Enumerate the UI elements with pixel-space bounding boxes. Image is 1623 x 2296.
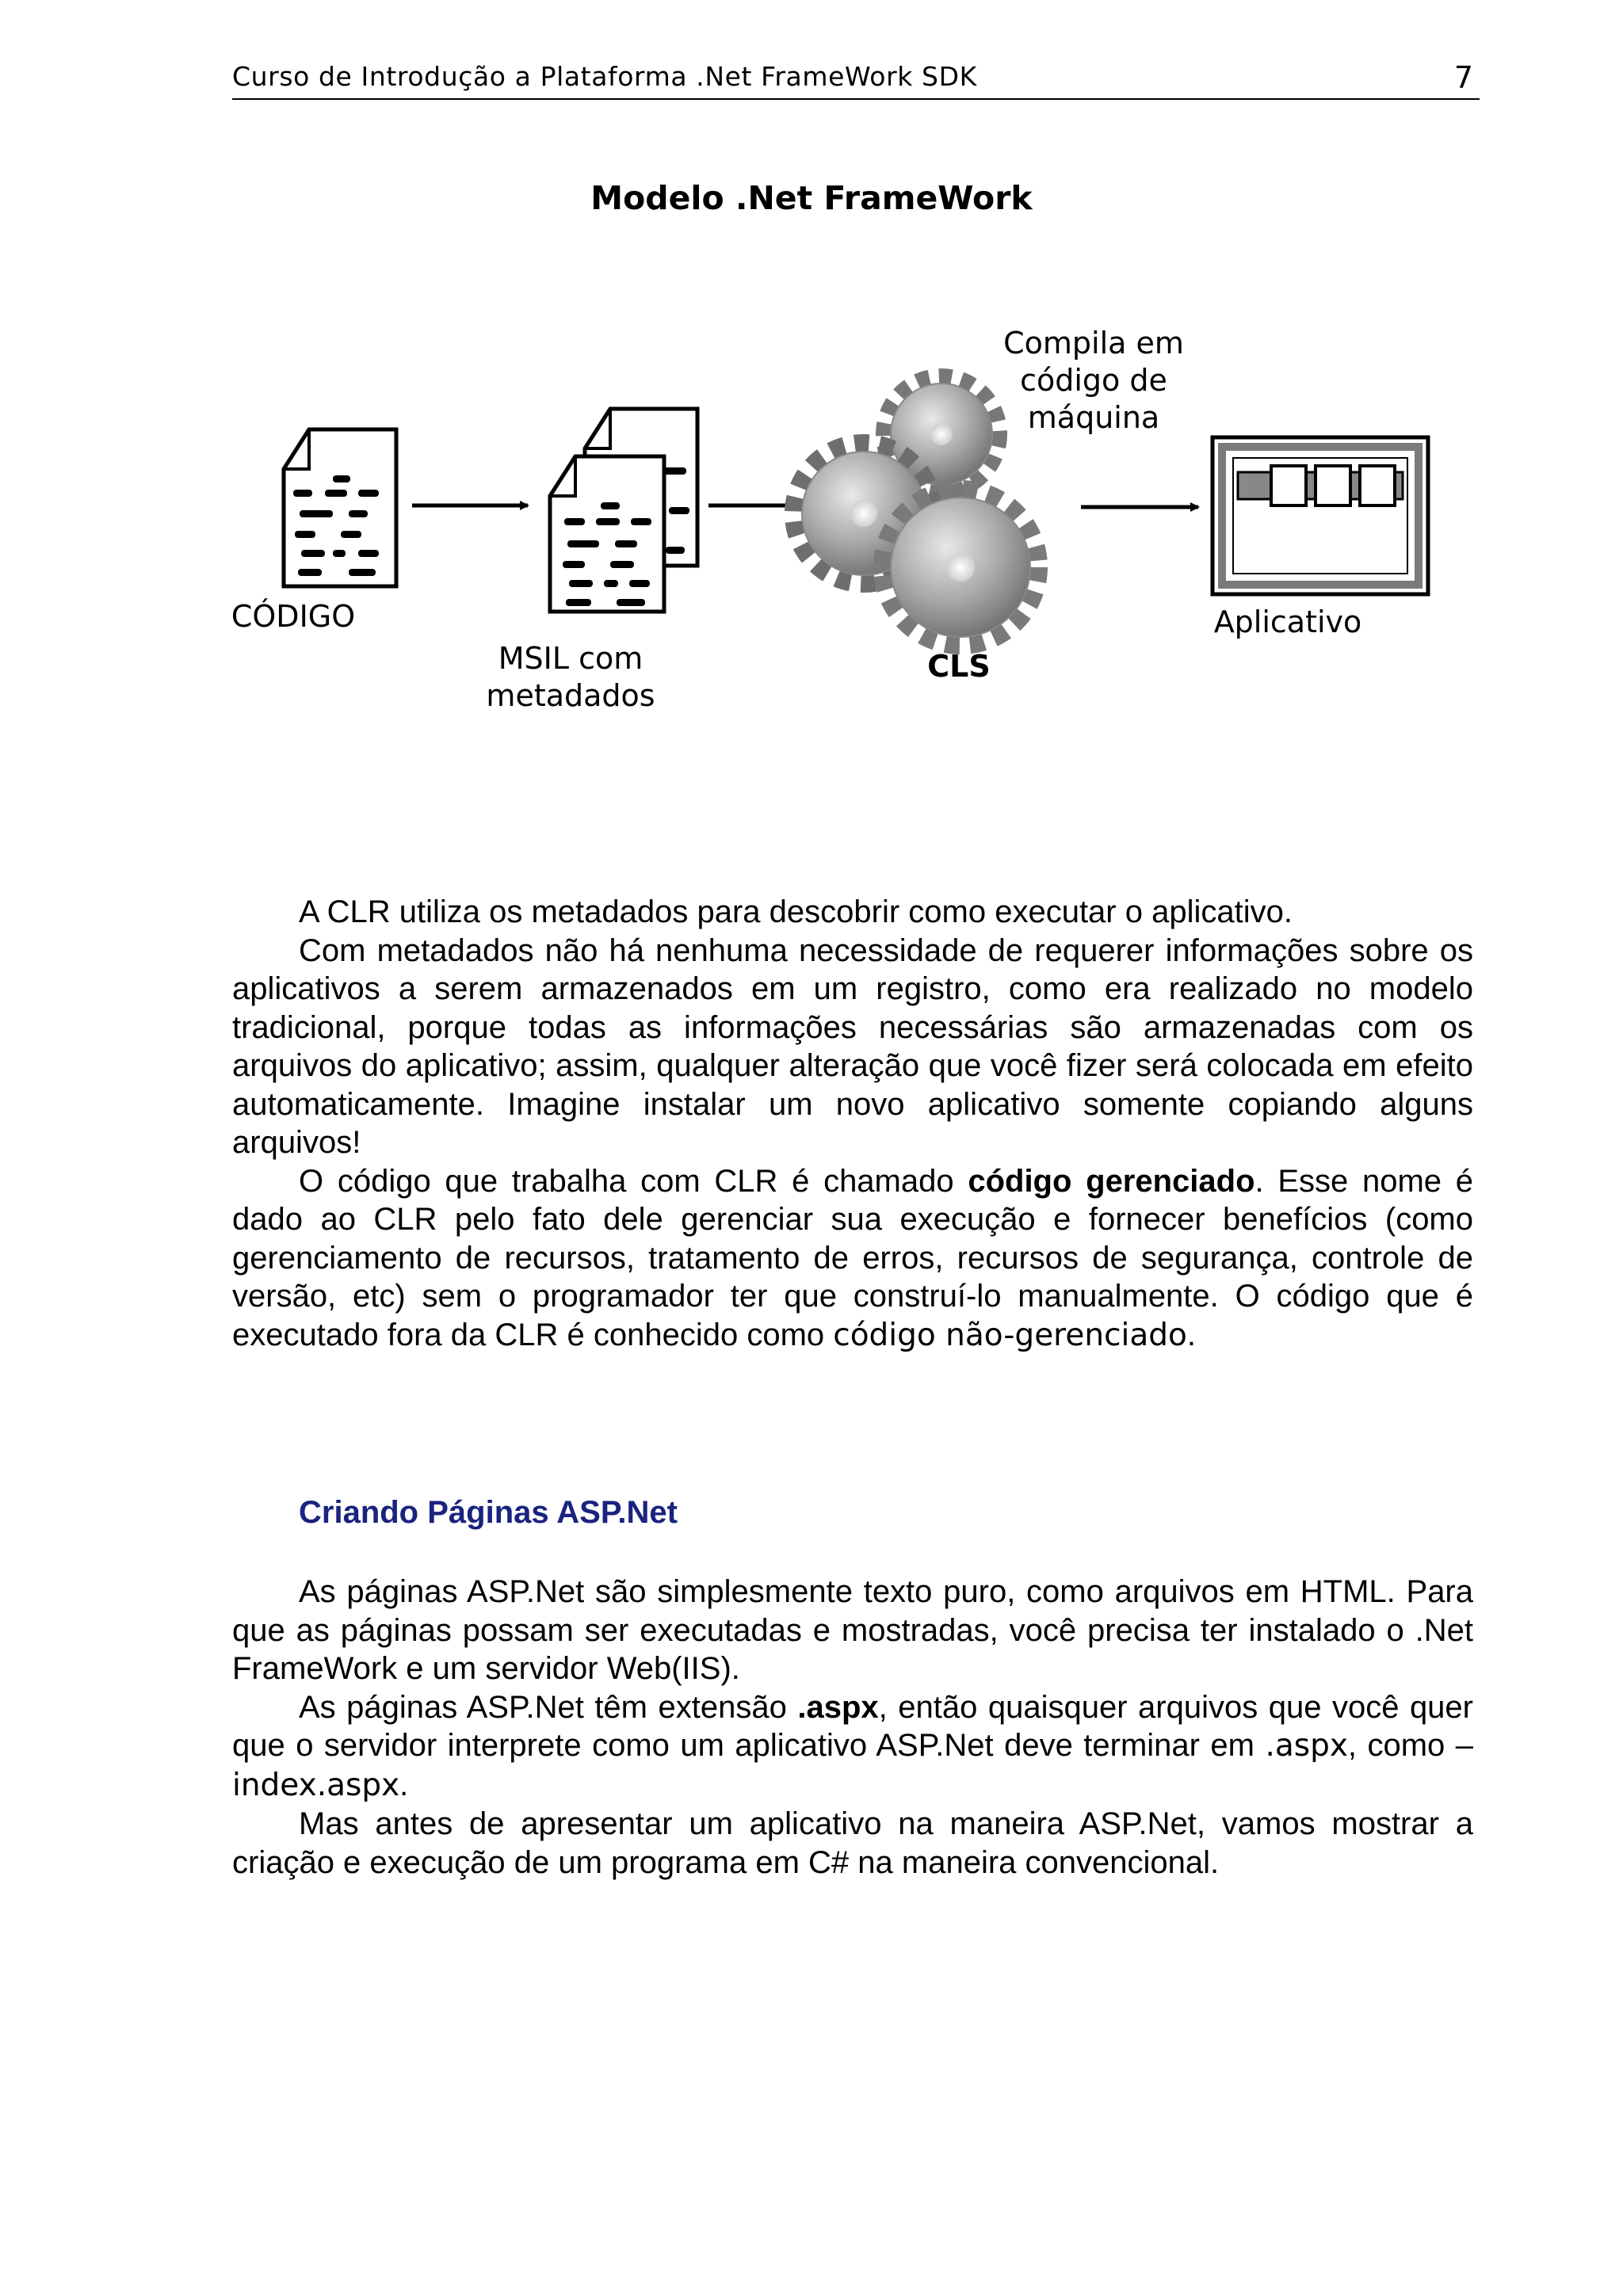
bold-term: código gerenciado [968, 1163, 1255, 1199]
page-number: 7 [1453, 60, 1473, 95]
mono-term: .aspx [1265, 1728, 1348, 1764]
label-codigo: CÓDIGO [231, 599, 356, 634]
mono-term: código não-gerenciado [833, 1317, 1187, 1353]
asp-text-block [232, 1573, 1473, 1882]
label-compila: Compila em código de máquina [1003, 326, 1184, 435]
section-heading: Criando Páginas ASP.Net [299, 1495, 678, 1530]
bold-term: .aspx [797, 1689, 879, 1725]
label-msil: MSIL com metadados [486, 641, 655, 713]
msil-metadata-documents-icon [550, 409, 697, 612]
source-code-document-icon [284, 429, 396, 586]
framework-diagram [0, 0, 1623, 792]
clr-text-block [232, 893, 1473, 1355]
header-title: Curso de Introdução a Plataforma .Net FrameWork SDK [232, 61, 977, 92]
label-aplicativo: Aplicativo [1213, 605, 1362, 639]
application-window-icon [1212, 437, 1428, 594]
paragraph: As páginas ASP.Net têm extensão .aspx, então quaisquer arquivos que você quer que o servidor interprete como um aplicativo ASP.Net deve terminar em .aspx, como – index.aspx. [232, 1689, 1473, 1803]
paragraph: As páginas ASP.Net são simplesmente texto puro, como arquivos em HTML. Para que as páginas possam ser executadas e mostradas, você precisa ter instalado o .Net FrameWork e um servidor Web(IIS). [232, 1574, 1473, 1686]
label-cls: CLS [927, 649, 991, 684]
paragraph: Mas antes de apresentar um aplicativo na maneira ASP.Net, vamos mostrar a criação e execução de um programa em C# na maneira convencional. [232, 1806, 1473, 1880]
paragraph: A CLR utiliza os metadados para descobrir como executar o aplicativo. [299, 894, 1293, 929]
paragraph: Com metadados não há nenhuma necessidade de requerer informações sobre os aplicativos a serem armazenados em um registro, como era realizado no modelo tradicional, porque todas as informações necessárias são armazenadas com os arquivos do aplicativo; assim, qualquer alteração que você fizer será colocada em efeito automaticamente. Imagine instalar um novo aplicativo somente copiando alguns arquivos! [232, 933, 1473, 1160]
mono-term: index.aspx [232, 1767, 400, 1803]
paragraph: O código que trabalha com CLR é chamado código gerenciado. Esse nome é dado ao CLR pelo fato dele gerenciar sua execução e fornecer benefícios (como gerenciamento de recursos, tratamento de erros, recursos de segurança, controle de versão, etc) sem o programador ter que construí-lo manualmente. O código que é executado fora da CLR é conhecido como código não-gerenciado. [232, 1163, 1474, 1353]
figure-title: Modelo .Net FrameWork [590, 179, 1033, 217]
